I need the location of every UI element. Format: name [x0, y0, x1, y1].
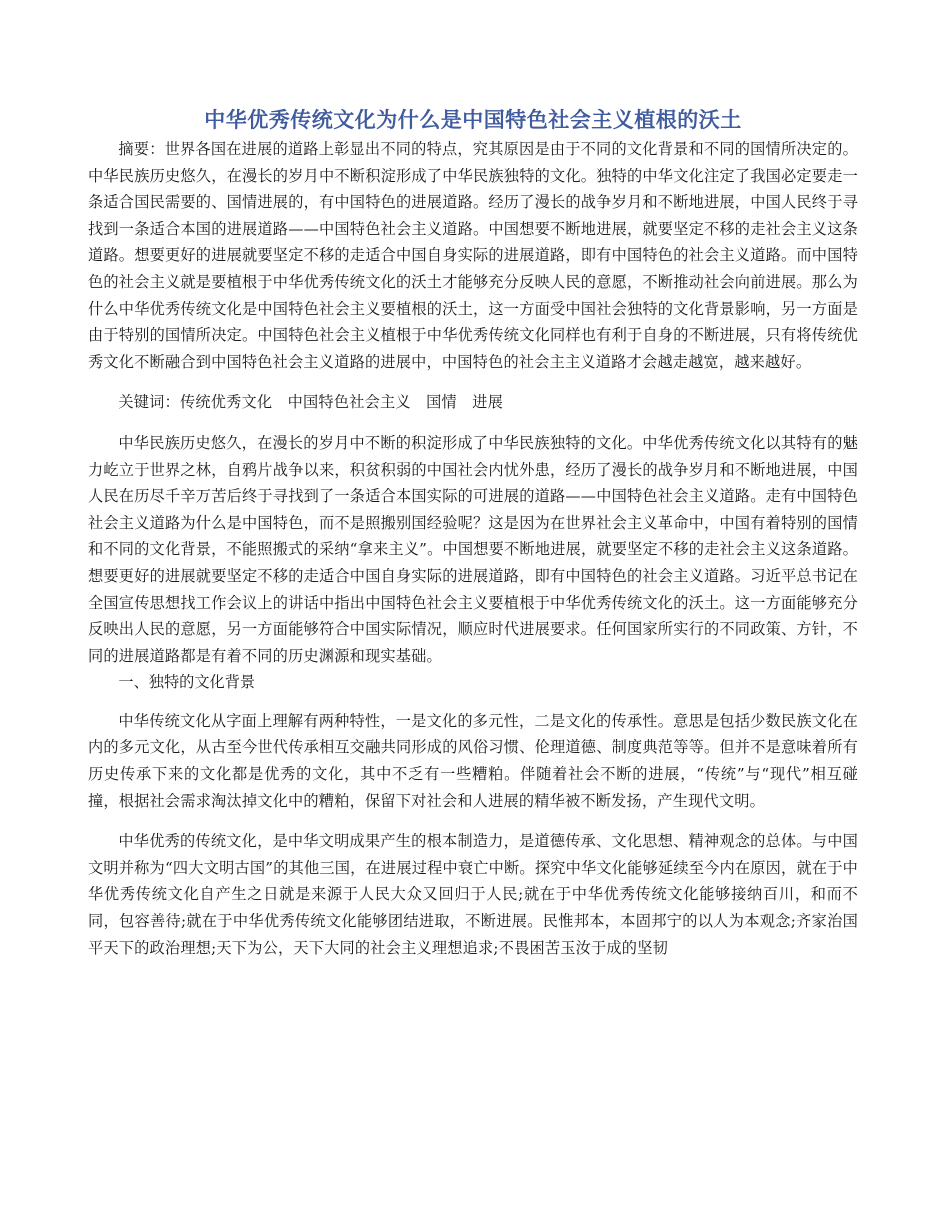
section1-paragraph-1: 中华传统文化从字面上理解有两种特性，一是文化的多元性，二是文化的传承性。意思是包括少数民族文化在内的多元文化，从古至今世代传承相互交融共同形成的风俗习惯、伦理道德、制度典范等等。但并不是意味着所有历史传承下来的文化都是优秀的文化，其中不乏有一些糟粕。伴随着社会不断的进展，“传统”与“现代”相互碰撞，根据社会需求淘汰掉文化中的糟粕，保留下对社会和人进展的精华被不断发扬，产生现代文明。	[88, 711, 858, 810]
section-heading: 一、独特的文化背景	[118, 673, 256, 692]
document-title: 中华优秀传统文化为什么是中国特色社会主义植根的沃土	[204, 108, 742, 132]
document-page	[88, 104, 858, 961]
intro-paragraph: 中华民族历史悠久，在漫长的岁月中不断的积淀形成了中华民族独特的文化。中华优秀传统文化以其特有的魅力屹立于世界之林，自鸦片战争以来，积贫积弱的中国社会内忧外患，经历了漫长的战争岁月和不断地进展，中国人民在历尽千辛万苦后终于寻找到了一条适合本国实际的可进展的道路——中国特色社会主义道路。走有中国特色社会主义道路为什么是中国特色，而不是照搬别国经验呢？这是因为在世界社会主义革命中，中国有着特别的国情和不同的文化背景，不能照搬式的采纳“拿来主义”。中国想要不断地进展，就要坚定不移的走社会主义这条道路。想要更好的进展就要坚定不移的走适合中国自身实际的进展道路，即有中国特色的社会主义道路。习近平总书记在全国宣传思想找工作会议上的讲话中指出中国特色社会主义要植根于中华优秀传统文化的沃土。这一方面能够充分反映出人民的意愿，另一方面能够符合中国实际情况，顺应时代进展要求。任何国家所实行的不同政策、方针，不同的进展道路都是有着不同的历史渊源和现实基础。	[88, 433, 858, 665]
abstract-paragraph: 摘要：世界各国在进展的道路上彰显出不同的特点，究其原因是由于不同的文化背景和不同的国情所决定的。中华民族历史悠久，在漫长的岁月中不断积淀形成了中华民族独特的文化。独特的中华文化注定了我国必定要走一条适合国民需要的、国情进展的，有中国特色的进展道路。经历了漫长的战争岁月和不断地进展，中国人民终于寻找到一条适合本国的进展道路——中国特色社会主义道路。中国想要不断地进展，就要坚定不移的走社会主义这条道路。想要更好的进展就要坚定不移的走适合中国自身实际的进展道路，即有中国特色的社会主义道路。而中国特色的社会主义就是要植根于中华优秀传统文化的沃土才能够充分反映人民的意愿，不断推动社会向前进展。那么为什么中华优秀传统文化是中国特色社会主义要植根的沃土，这一方面受中国社会独特的文化背景影响，另一方面是由于特别的国情所决定。中国特色社会主义植根于中华优秀传统文化同样也有利于自身的不断进展，只有将传统优秀文化不断融合到中国特色社会主义道路的进展中，中国特色的社会主主义道路才会越走越宽，越来越好。	[88, 140, 858, 371]
section1-paragraph-2: 中华优秀的传统文化，是中华文明成果产生的根本制造力，是道德传承、文化思想、精神观念的总体。与中国文明并称为“四大文明古国”的其他三国，在进展过程中衰亡中断。探究中华文化能够延续至今内在原因，就在于中华优秀传统文化自产生之日就是来源于人民大众又回归于人民;就在于中华优秀传统文化能够接纳百川，和而不同，包容善待;就在于中华优秀传统文化能够团结进取，不断进展。民惟邦本，本固邦宁的以人为本观念;齐家治国平天下的政治理想;天下为公，天下大同的社会主义理想追求;不畏困苦玉汝于成的坚韧	[88, 832, 858, 957]
keywords-line: 关键词：传统优秀文化 中国特色社会主义 国情 进展	[118, 393, 504, 412]
